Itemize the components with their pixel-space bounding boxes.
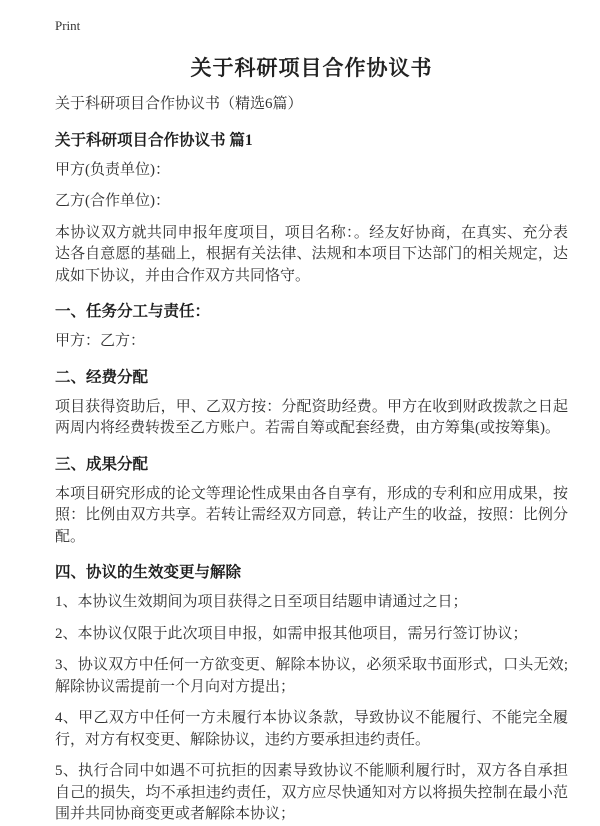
section-2-heading: 二、经费分配 [55, 368, 149, 386]
print-link[interactable]: Print [55, 18, 81, 33]
section-4-item-3: 3、协议双方中任何一方欲变更、解除本协议，必须采取书面形式，口头无效;解除协议需提前一个月向对方提出； [55, 657, 568, 695]
section-4-item-4: 4、甲乙双方中任何一方未履行本协议条款，导致协议不能履行、不能完全履行，对方有权变更、解除协议，违约方要承担违约责任。 [55, 710, 568, 748]
section-3-heading: 三、成果分配 [55, 455, 149, 473]
section-4-item-1: 1、本协议生效期间为项目获得之日至项目结题申请通过之日； [55, 594, 468, 610]
article-heading: 关于科研项目合作协议书 篇1 [55, 131, 253, 149]
party-a-line: 甲方(负责单位)： [55, 161, 170, 178]
section-1-heading: 一、任务分工与责任： [55, 303, 211, 320]
section-4-heading: 四、协议的生效变更与解除 [55, 564, 242, 581]
document-subtitle: 关于科研项目合作协议书（精选6篇） [55, 96, 303, 112]
section-1-body: 甲方：乙方： [55, 333, 146, 349]
section-4-item-2: 2、本协议仅限于此次项目申报，如需申报其他项目，需另行签订协议； [55, 625, 528, 642]
section-3-body: 本项目研究形成的论文等理论性成果由各自享有，形成的专利和应用成果，按照：比例由双方共享。若转让需经双方同意，转让产生的收益，按照：比例分配。 [55, 485, 568, 545]
section-4-item-5: 5、执行合同中如遇不可抗拒的因素导致协议不能顺利履行时，双方各自承担自己的损失，均不承担违约责任，双方应尽快通知对方以将损失控制在最小范围并共同协商变更或者解除本协议； [55, 763, 568, 822]
section-2-body: 项目获得资助后，甲、乙双方按：分配资助经费。甲方在收到财政拨款之日起两周内将经费转拨至乙方账户。若需自筹或配套经费，由方筹集(或按筹集)。 [55, 398, 568, 436]
preamble-paragraph: 本协议双方就共同申报年度项目，项目名称：。经友好协商，在真实、充分表达各自意愿的基础上，根据有关法律、法规和本项目下达部门的相关规定，达成如下协议，并由合作双方共同恪守。 [55, 224, 568, 284]
party-b-line: 乙方(合作单位)： [55, 193, 170, 209]
document-title: 关于科研项目合作协议书 [190, 56, 433, 80]
